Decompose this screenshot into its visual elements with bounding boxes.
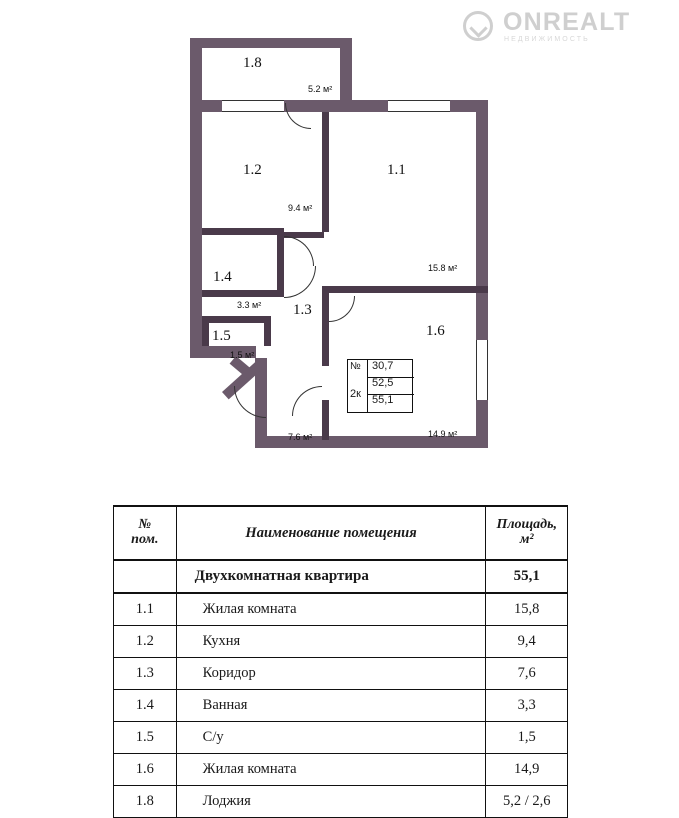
room-area-1-1: 15.8 м² bbox=[428, 263, 458, 273]
interior-wall bbox=[322, 286, 329, 366]
header-name: Наименование помещения bbox=[176, 506, 486, 560]
table-header bbox=[114, 506, 568, 560]
room-area-1-4: 3.3 м² bbox=[237, 300, 262, 310]
table-row bbox=[114, 626, 568, 658]
wall-segment bbox=[190, 38, 350, 48]
room-area-1-8: 5.2 м² bbox=[308, 84, 333, 94]
room-label-1-8: 1.8 bbox=[243, 55, 262, 71]
table-row-total bbox=[114, 560, 568, 593]
cell-name: Кухня bbox=[176, 626, 486, 658]
room-label-1-4: 1.4 bbox=[213, 269, 232, 285]
door-swing bbox=[234, 386, 266, 418]
cell-name: Ванная bbox=[176, 690, 486, 722]
door-swing bbox=[285, 103, 311, 129]
table-row bbox=[114, 690, 568, 722]
cell-number: 1.2 bbox=[114, 626, 177, 658]
window bbox=[388, 100, 450, 112]
wall-segment bbox=[340, 38, 352, 100]
window bbox=[476, 340, 488, 400]
cell-number bbox=[114, 560, 177, 593]
cell-area: 1,5 bbox=[486, 722, 568, 754]
header-area bbox=[486, 506, 568, 560]
interior-wall bbox=[202, 290, 284, 297]
stamp-room-count: 2к bbox=[350, 388, 361, 400]
cell-name: Жилая комната bbox=[176, 593, 486, 626]
stamp-total-area: 55,1 bbox=[372, 394, 394, 406]
cell-area: 3,3 bbox=[486, 690, 568, 722]
room-area-1-3: 7.6 м² bbox=[288, 432, 313, 442]
premises-table-wrapper bbox=[113, 505, 568, 818]
cell-number: 1.1 bbox=[114, 593, 177, 626]
logo-tagline-text: НЕДВИЖИМОСТЬ bbox=[504, 36, 590, 43]
table-row bbox=[114, 658, 568, 690]
room-area-1-5: 1.5 м² bbox=[230, 350, 255, 360]
cell-name: Двухкомнатная квартира bbox=[176, 560, 486, 593]
table-header-row bbox=[114, 506, 568, 560]
wall-segment bbox=[190, 100, 202, 358]
interior-wall bbox=[322, 286, 488, 293]
interior-wall bbox=[202, 316, 264, 323]
table-row bbox=[114, 754, 568, 786]
door-swing bbox=[292, 386, 322, 416]
table-row bbox=[114, 593, 568, 626]
table-row bbox=[114, 786, 568, 818]
cell-name: С/у bbox=[176, 722, 486, 754]
header-area-line1: Площадь, bbox=[496, 517, 558, 533]
header-number-line2: пом. bbox=[131, 532, 159, 547]
table-row bbox=[114, 722, 568, 754]
cell-number: 1.3 bbox=[114, 658, 177, 690]
room-label-1-3: 1.3 bbox=[293, 302, 312, 318]
cell-number: 1.8 bbox=[114, 786, 177, 818]
cell-area: 5,2 / 2,6 bbox=[486, 786, 568, 818]
room-label-1-5: 1.5 bbox=[212, 328, 231, 344]
premises-table bbox=[113, 505, 568, 818]
cell-area: 55,1 bbox=[486, 560, 568, 593]
interior-wall bbox=[277, 228, 284, 290]
cell-area: 7,6 bbox=[486, 658, 568, 690]
stamp-number-symbol: № bbox=[350, 361, 361, 372]
door-swing bbox=[329, 296, 355, 322]
room-label-1-1: 1.1 bbox=[387, 162, 406, 178]
interior-wall bbox=[264, 316, 271, 346]
door-swing bbox=[284, 266, 316, 298]
header-number bbox=[114, 506, 177, 560]
door-swing bbox=[284, 236, 314, 266]
header-number-line1: № bbox=[138, 517, 152, 533]
table-body bbox=[114, 560, 568, 818]
room-area-1-2: 9.4 м² bbox=[288, 203, 313, 213]
stamp-living-area: 30,7 bbox=[372, 360, 394, 372]
interior-wall bbox=[202, 228, 284, 235]
cell-number: 1.6 bbox=[114, 754, 177, 786]
interior-wall bbox=[322, 112, 329, 232]
window bbox=[222, 100, 284, 112]
stamp-usable-area: 52,5 bbox=[372, 377, 394, 389]
cell-name: Лоджия bbox=[176, 786, 486, 818]
room-area-1-6: 14.9 м² bbox=[428, 429, 458, 439]
cell-area: 14,9 bbox=[486, 754, 568, 786]
logo-brand-text: ONREALT bbox=[503, 8, 631, 36]
interior-wall bbox=[322, 400, 329, 440]
cell-number: 1.5 bbox=[114, 722, 177, 754]
cell-name: Жилая комната bbox=[176, 754, 486, 786]
cell-area: 15,8 bbox=[486, 593, 568, 626]
cell-number: 1.4 bbox=[114, 690, 177, 722]
wall-segment bbox=[476, 100, 488, 340]
room-label-1-2: 1.2 bbox=[243, 162, 262, 178]
header-area-line2: м² bbox=[519, 532, 534, 547]
cell-name: Коридор bbox=[176, 658, 486, 690]
room-label-1-6: 1.6 bbox=[426, 323, 445, 339]
area-stamp bbox=[347, 359, 413, 413]
cell-area: 9,4 bbox=[486, 626, 568, 658]
